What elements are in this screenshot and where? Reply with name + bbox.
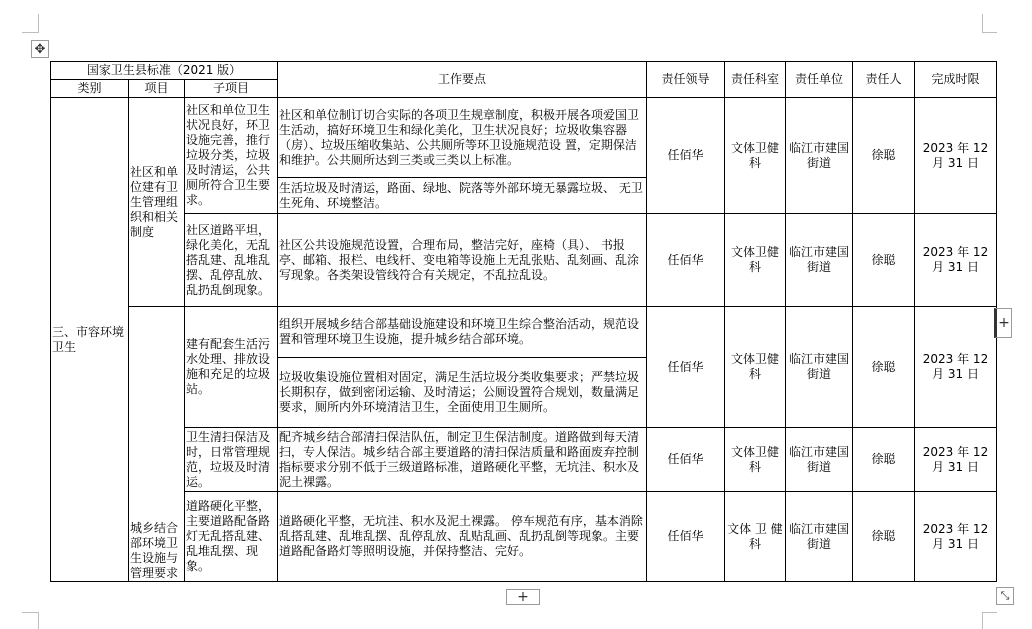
subitem-cell: 社区和单位卫生状况良好，环卫设施完善，推行垃圾分类，垃圾及时清运，公共厕所符合卫生要求。 bbox=[185, 98, 278, 214]
item-cell: 社区和单位建有卫生管理组织和相关制度 bbox=[129, 98, 185, 307]
page-corner-mark bbox=[982, 14, 997, 33]
person-cell: 徐聪 bbox=[853, 428, 915, 492]
office-cell: 文体卫健科 bbox=[725, 214, 786, 307]
work-point-cell: 配齐城乡结合部清扫保洁队伍，制定卫生保洁制度。道路做到每天清扫，专人保洁。城乡结合部主要道路的清扫保洁质量和路面废弃控制指标要求分别不低于三级道路标准，道路硬化平整，无坑洼、积水及泥土裸露。 bbox=[278, 428, 647, 492]
page-corner-mark bbox=[22, 14, 39, 33]
work-point-cell: 道路硬化平整，无坑洼、积水及泥土裸露。 停车规范有序，基本消除乱搭乱建、乱堆乱摆、乱停乱放、乱贴乱画、乱扔乱倒等现象。主要道路配备路灯等照明设施，并保持整洁、完好。 bbox=[278, 492, 647, 582]
subitem-cell: 社区道路平坦，绿化美化，无乱搭乱建、乱堆乱摆、乱停乱放、乱扔乱倒现象。 bbox=[185, 214, 278, 307]
person-cell: 徐聪 bbox=[853, 307, 915, 428]
deadline-cell: 2023 年 12 月 31 日 bbox=[915, 492, 997, 582]
header-unit: 责任单位 bbox=[786, 62, 853, 98]
unit-cell: 临江市建国街道 bbox=[786, 214, 853, 307]
page-corner-mark bbox=[982, 612, 997, 629]
leader-cell: 任佰华 bbox=[647, 98, 725, 214]
unit-cell: 临江市建国街道 bbox=[786, 428, 853, 492]
category-cell: 三、市容环境卫生 bbox=[51, 98, 129, 582]
leader-cell: 任佰华 bbox=[647, 214, 725, 307]
deadline-cell: 2023 年 12 月 31 日 bbox=[915, 307, 997, 428]
work-point-cell: 社区公共设施规范设置，合理布局，整洁完好，座椅（具）、 书报亭、邮箱、报栏、电线杆、变电箱等设施上无乱张贴、乱刻画、乱涂写现象。各类架设管线符合有关规定，不乱拉乱设。 bbox=[278, 214, 647, 307]
subitem-cell: 建有配套生活污水处理、排放设施和充足的垃圾站。 bbox=[185, 307, 278, 428]
leader-cell: 任佰华 bbox=[647, 307, 725, 428]
resize-diagonal-icon: ⤡ bbox=[1000, 589, 1010, 602]
deadline-cell: 2023 年 12 月 31 日 bbox=[915, 214, 997, 307]
subitem-cell: 卫生清扫保洁及时，日常管理规范，垃圾及时清运。 bbox=[185, 428, 278, 492]
header-subitem: 子项目 bbox=[185, 80, 278, 98]
unit-cell: 临江市建国街道 bbox=[786, 98, 853, 214]
subitem-cell: 道路硬化平整，主要道路配备路灯无乱搭乱建、乱堆乱摆、现象。 bbox=[185, 492, 278, 582]
deadline-cell: 2023 年 12 月 31 日 bbox=[915, 98, 997, 214]
leader-cell: 任佰华 bbox=[647, 492, 725, 582]
header-leader: 责任领导 bbox=[647, 62, 725, 98]
header-person: 责任人 bbox=[853, 62, 915, 98]
add-column-button[interactable] bbox=[994, 308, 1012, 338]
office-cell: 文体卫健科 bbox=[725, 98, 786, 214]
person-cell: 徐聪 bbox=[853, 98, 915, 214]
person-cell: 徐聪 bbox=[853, 214, 915, 307]
office-cell: 文体卫健科 bbox=[725, 307, 786, 428]
person-cell: 徐聪 bbox=[853, 492, 915, 582]
deadline-cell: 2023 年 12 月 31 日 bbox=[915, 428, 997, 492]
office-cell: 文体卫健科 bbox=[725, 428, 786, 492]
work-point-cell: 垃圾收集设施位置相对固定，满足生活垃圾分类收集要求；严禁垃圾长期积存，做到密闭运输、及时清运；公厕设置符合规划，数量满足要求，厕所内外环境清洁卫生，全面使用卫生厕所。 bbox=[278, 358, 647, 428]
header-work-points: 工作要点 bbox=[278, 62, 647, 98]
table-resize-handle[interactable] bbox=[996, 587, 1014, 605]
work-point-cell: 生活垃圾及时清运，路面、绿地、院落等外部环境无暴露垃圾、 无卫生死角、环境整洁。 bbox=[278, 178, 647, 214]
move-arrows-icon: ✥ bbox=[34, 41, 46, 57]
plus-icon: + bbox=[998, 315, 1010, 331]
work-point-cell: 社区和单位制订切合实际的各项卫生规章制度，积极开展各项爱国卫生活动，搞好环境卫生和绿化美化，卫生状况良好；垃圾收集容器（房）、垃圾压缩收集站、公共厕所等环卫设施规范设 置，定期保洁和维护。公共厕所达到三类或三类以上标准。 bbox=[278, 98, 647, 178]
work-point-cell: 组织开展城乡结合部基础设施建设和环境卫生综合整治活动，规范设置和管理环境卫生设施，提升城乡结合部环境。 bbox=[278, 307, 647, 358]
header-standard: 国家卫生县标准（2021 版） bbox=[51, 62, 278, 80]
header-office: 责任科室 bbox=[725, 62, 786, 98]
responsibility-table bbox=[50, 61, 997, 582]
unit-cell: 临江市建国街道 bbox=[786, 307, 853, 428]
header-deadline: 完成时限 bbox=[915, 62, 997, 98]
unit-cell: 临江市建国街道 bbox=[786, 492, 853, 582]
plus-icon: + bbox=[517, 589, 529, 605]
page-corner-mark bbox=[22, 612, 39, 629]
office-cell: 文体 卫 健科 bbox=[725, 492, 786, 582]
item-cell: 城乡结合部环境卫生设施与管理要求 bbox=[129, 307, 185, 582]
table-move-handle[interactable] bbox=[31, 40, 49, 58]
header-item: 项目 bbox=[129, 80, 185, 98]
leader-cell: 任佰华 bbox=[647, 428, 725, 492]
header-category: 类别 bbox=[51, 80, 129, 98]
add-row-button[interactable] bbox=[506, 589, 540, 605]
